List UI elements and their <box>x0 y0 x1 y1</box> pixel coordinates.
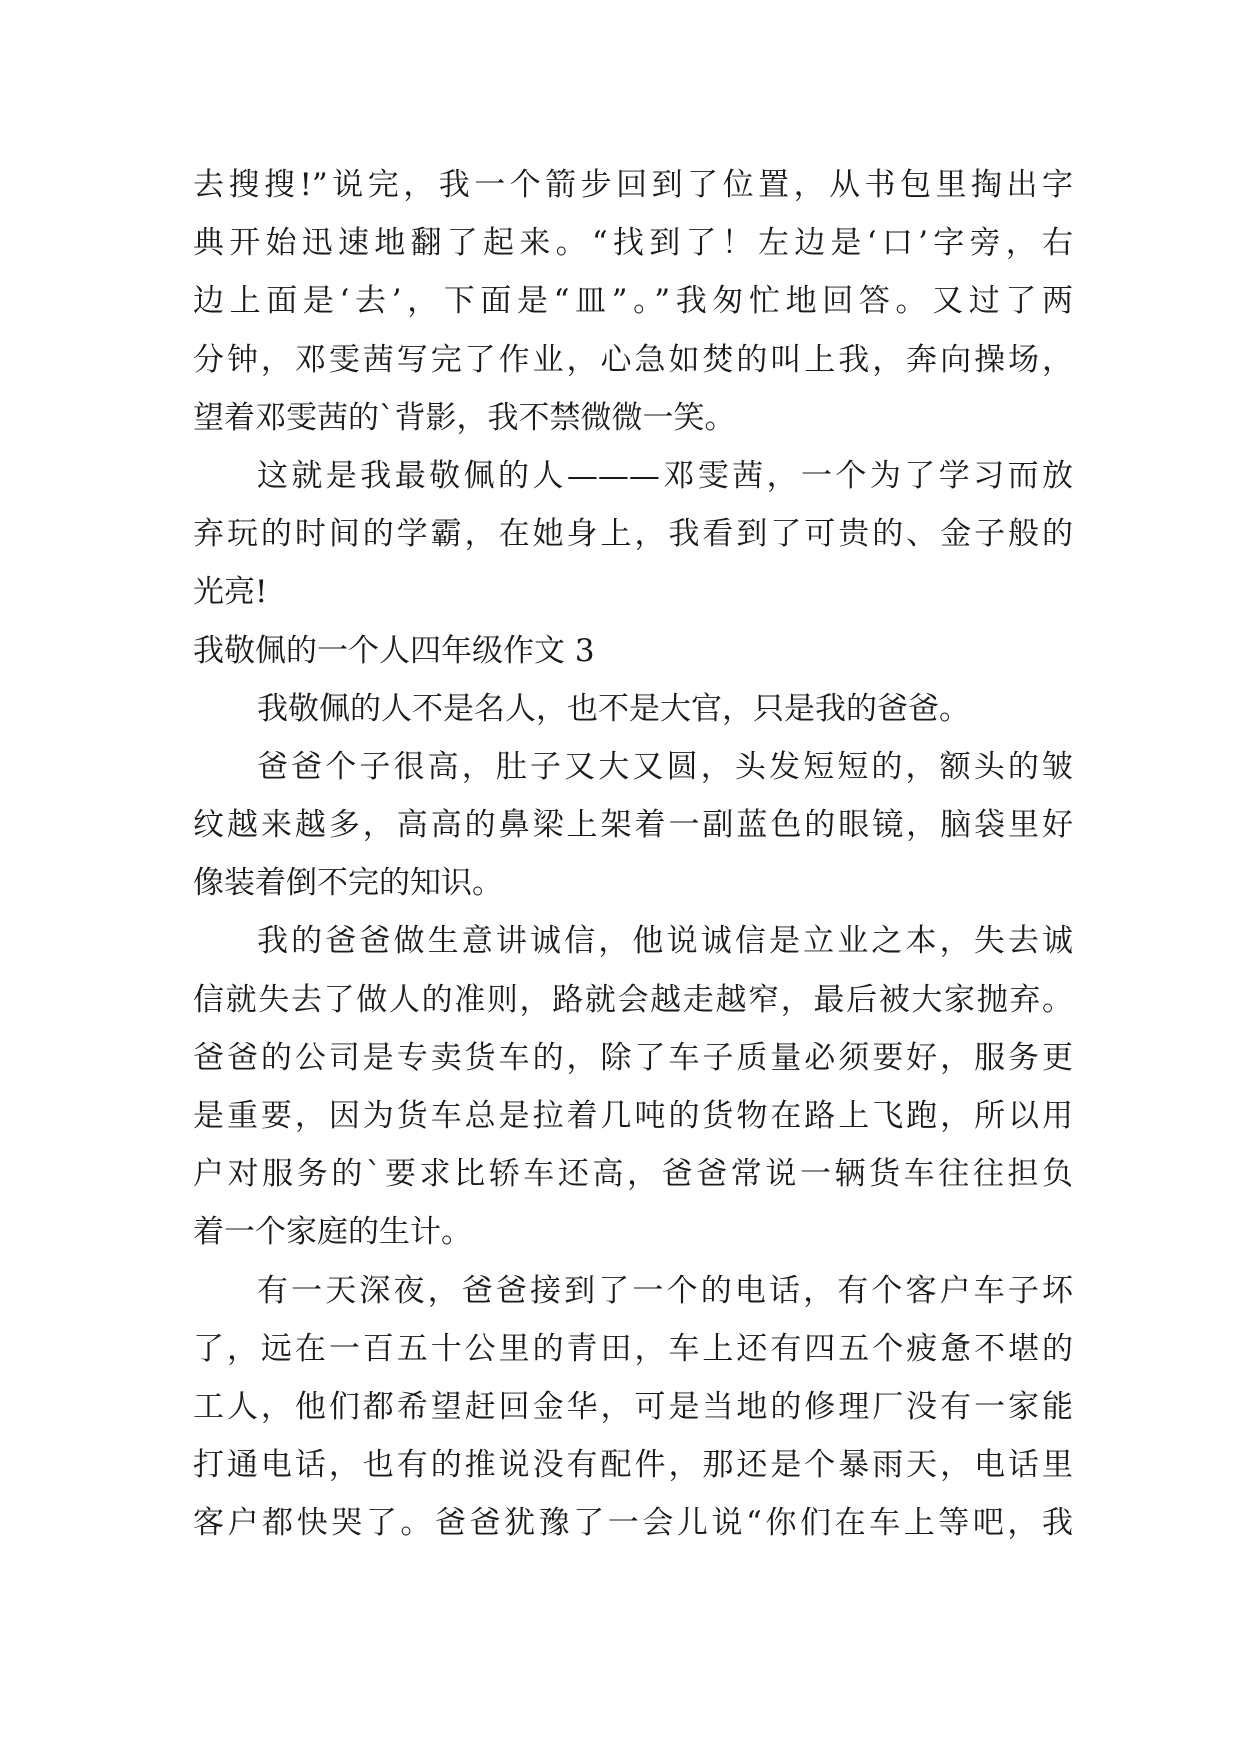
text-line: 信就失去了做人的准则，路就会越走越窄，最后被大家抛弃。 <box>193 981 1073 1018</box>
text-line: 边上面是‘去’，下面是“皿”。”我匆忙地回答。又过了两 <box>193 283 1073 320</box>
text-line: 去搜搜!”说完，我一个箭步回到了位置，从书包里掏出字 <box>193 167 1073 203</box>
paragraph-first-line: 这就是我最敬佩的人———邓雯茜，一个为了学习而放 <box>257 457 1073 494</box>
text-line: 望着邓雯茜的`背影，我不禁微微一笑。 <box>193 399 736 436</box>
paragraph-first-line: 我敬佩的人不是名人，也不是大官，只是我的爸爸。 <box>257 690 970 727</box>
text-line: 分钟，邓雯茜写完了作业，心急如焚的叫上我，奔向操场， <box>193 341 1073 378</box>
paragraph-first-line: 爸爸个子很高，肚子又大又圆，头发短短的，额头的皱 <box>257 748 1073 785</box>
paragraph-first-line: 有一天深夜，爸爸接到了一个的电话，有个客户车子坏 <box>257 1272 1073 1309</box>
text-line: 光亮! <box>193 574 268 611</box>
text-line: 客户都快哭了。爸爸犹豫了一会儿说“你们在车上等吧，我 <box>193 1505 1073 1542</box>
text-line: 像装着倒不完的知识。 <box>193 865 503 902</box>
text-line: 着一个家庭的生计。 <box>193 1214 472 1251</box>
text-line: 纹越来越多，高高的鼻梁上架着一副蓝色的眼镜，脑袋里好 <box>193 807 1073 844</box>
paragraph-first-line: 我的爸爸做生意讲诚信，他说诚信是立业之本，失去诚 <box>257 923 1073 960</box>
text-line: 户对服务的`要求比轿车还高，爸爸常说一辆货车往往担负 <box>193 1156 1073 1193</box>
document-body <box>193 156 1073 1553</box>
text-line: 是重要，因为货车总是拉着几吨的货物在路上飞跑，所以用 <box>193 1098 1073 1134</box>
text-line: 工人，他们都希望赶回金华，可是当地的修理厂没有一家能 <box>193 1388 1073 1425</box>
text-line: 爸爸的公司是专卖货车的，除了车子质量必须要好，服务更 <box>193 1039 1073 1076</box>
text-line: 弃玩的时间的学霸，在她身上，我看到了可贵的、金子般的 <box>193 516 1073 553</box>
text-line: 典开始迅速地翻了起来。“找到了！左边是‘口’字旁，右 <box>193 225 1073 262</box>
section-heading: 我敬佩的一个人四年级作文 3 <box>193 632 595 669</box>
text-line: 了，远在一百五十公里的青田，车上还有四五个疲惫不堪的 <box>193 1330 1073 1367</box>
text-line: 打通电话，也有的推说没有配件，那还是个暴雨天，电话里 <box>193 1447 1073 1484</box>
